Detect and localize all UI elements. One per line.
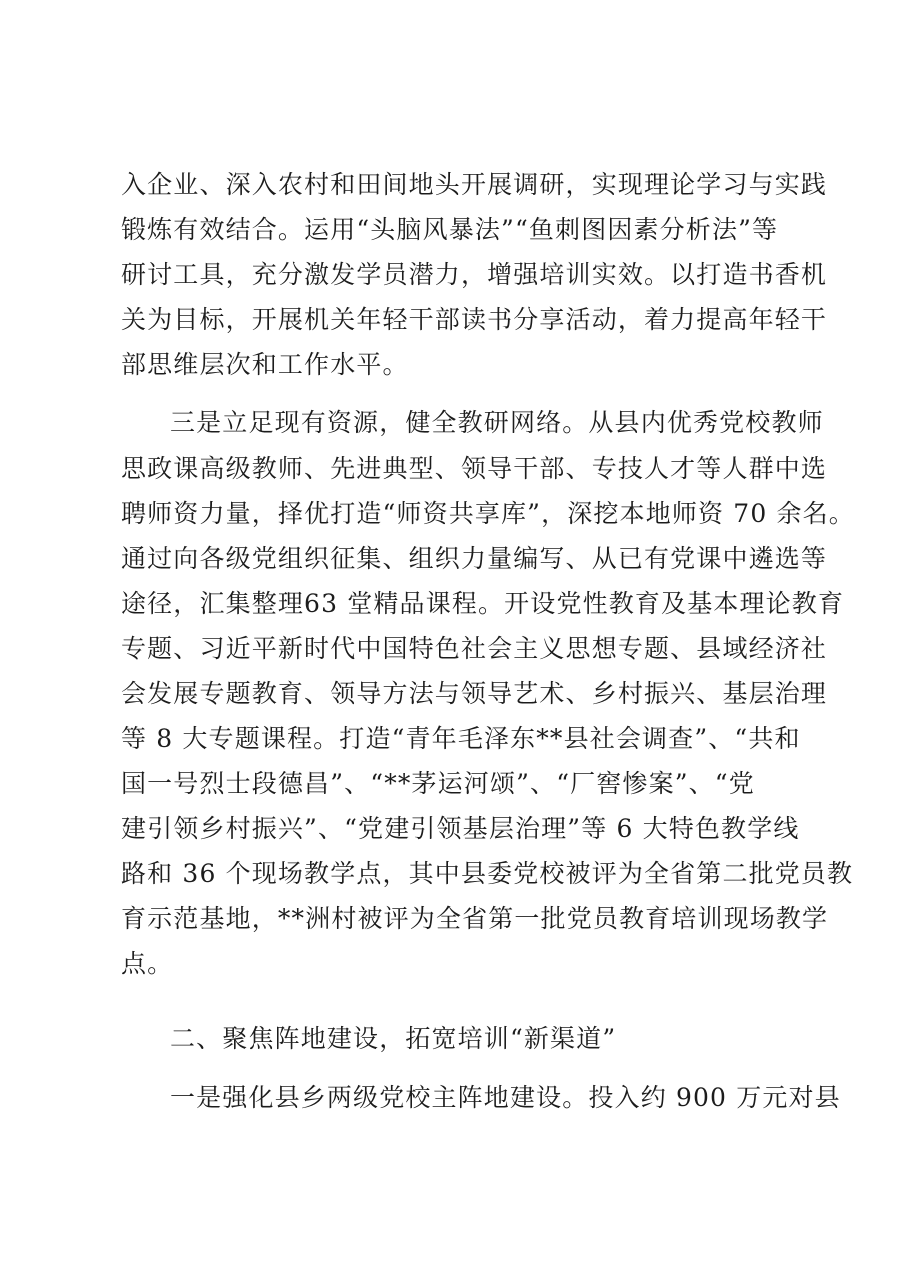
- paragraph-line: 会发展专题教育、领导方法与领导艺术、乡村振兴、基层治理: [121, 679, 828, 708]
- paragraph-line: 专题、习近平新时代中国特色社会主义思想专题、县域经济社: [121, 634, 828, 663]
- paragraph-line: 育示范基地，**洲村被评为全省第一批党员教育培训现场教学: [121, 904, 829, 933]
- paragraph-line: 通过向各级党组织征集、组织力量编写、从已有党课中遴选等: [121, 544, 828, 573]
- paragraph-line: 思政课高级教师、先进典型、领导干部、专技人才等人群中选: [121, 454, 828, 483]
- section-heading: 二、聚焦阵地建设，拓宽培训“新渠道”: [170, 1024, 617, 1053]
- paragraph-line: 一是强化县乡两级党校主阵地建设。投入约 900 万元对县: [170, 1083, 841, 1112]
- paragraph-line: 途径，汇集整理63 堂精品课程。开设党性教育及基本理论教育: [121, 589, 845, 618]
- paragraph-line: 部思维层次和工作水平。: [121, 350, 409, 379]
- paragraph-line: 研讨工具，充分激发学员潜力，增强培训实效。以打造书香机: [121, 260, 828, 289]
- paragraph-line: 三是立足现有资源，健全教研网络。从县内优秀党校教师: [170, 408, 824, 437]
- paragraph-line: 聘师资力量，择优打造“师资共享库”，深挖本地师资 70 余名。: [121, 499, 855, 528]
- paragraph-line: 等 8 大专题课程。打造“青年毛泽东**县社会调查”、“共和: [121, 724, 801, 753]
- paragraph-line: 路和 36 个现场教学点，其中县委党校被评为全省第二批党员教: [121, 859, 854, 888]
- paragraph-line: 国一号烈士段德昌”、“**茅运河颂”、“厂窖惨案”、“党: [121, 769, 755, 798]
- paragraph-line: 锻炼有效结合。运用“头脑风暴法”“鱼刺图因素分析法”等: [121, 215, 779, 244]
- paragraph-line: 入企业、深入农村和田间地头开展调研，实现理论学习与实践: [121, 170, 828, 199]
- paragraph-line: 关为目标，开展机关年轻干部读书分享活动，着力提高年轻干: [121, 305, 828, 334]
- paragraph-line: 点。: [121, 949, 174, 978]
- paragraph-line: 建引领乡村振兴”、“党建引领基层治理”等 6 大特色教学线: [121, 814, 800, 843]
